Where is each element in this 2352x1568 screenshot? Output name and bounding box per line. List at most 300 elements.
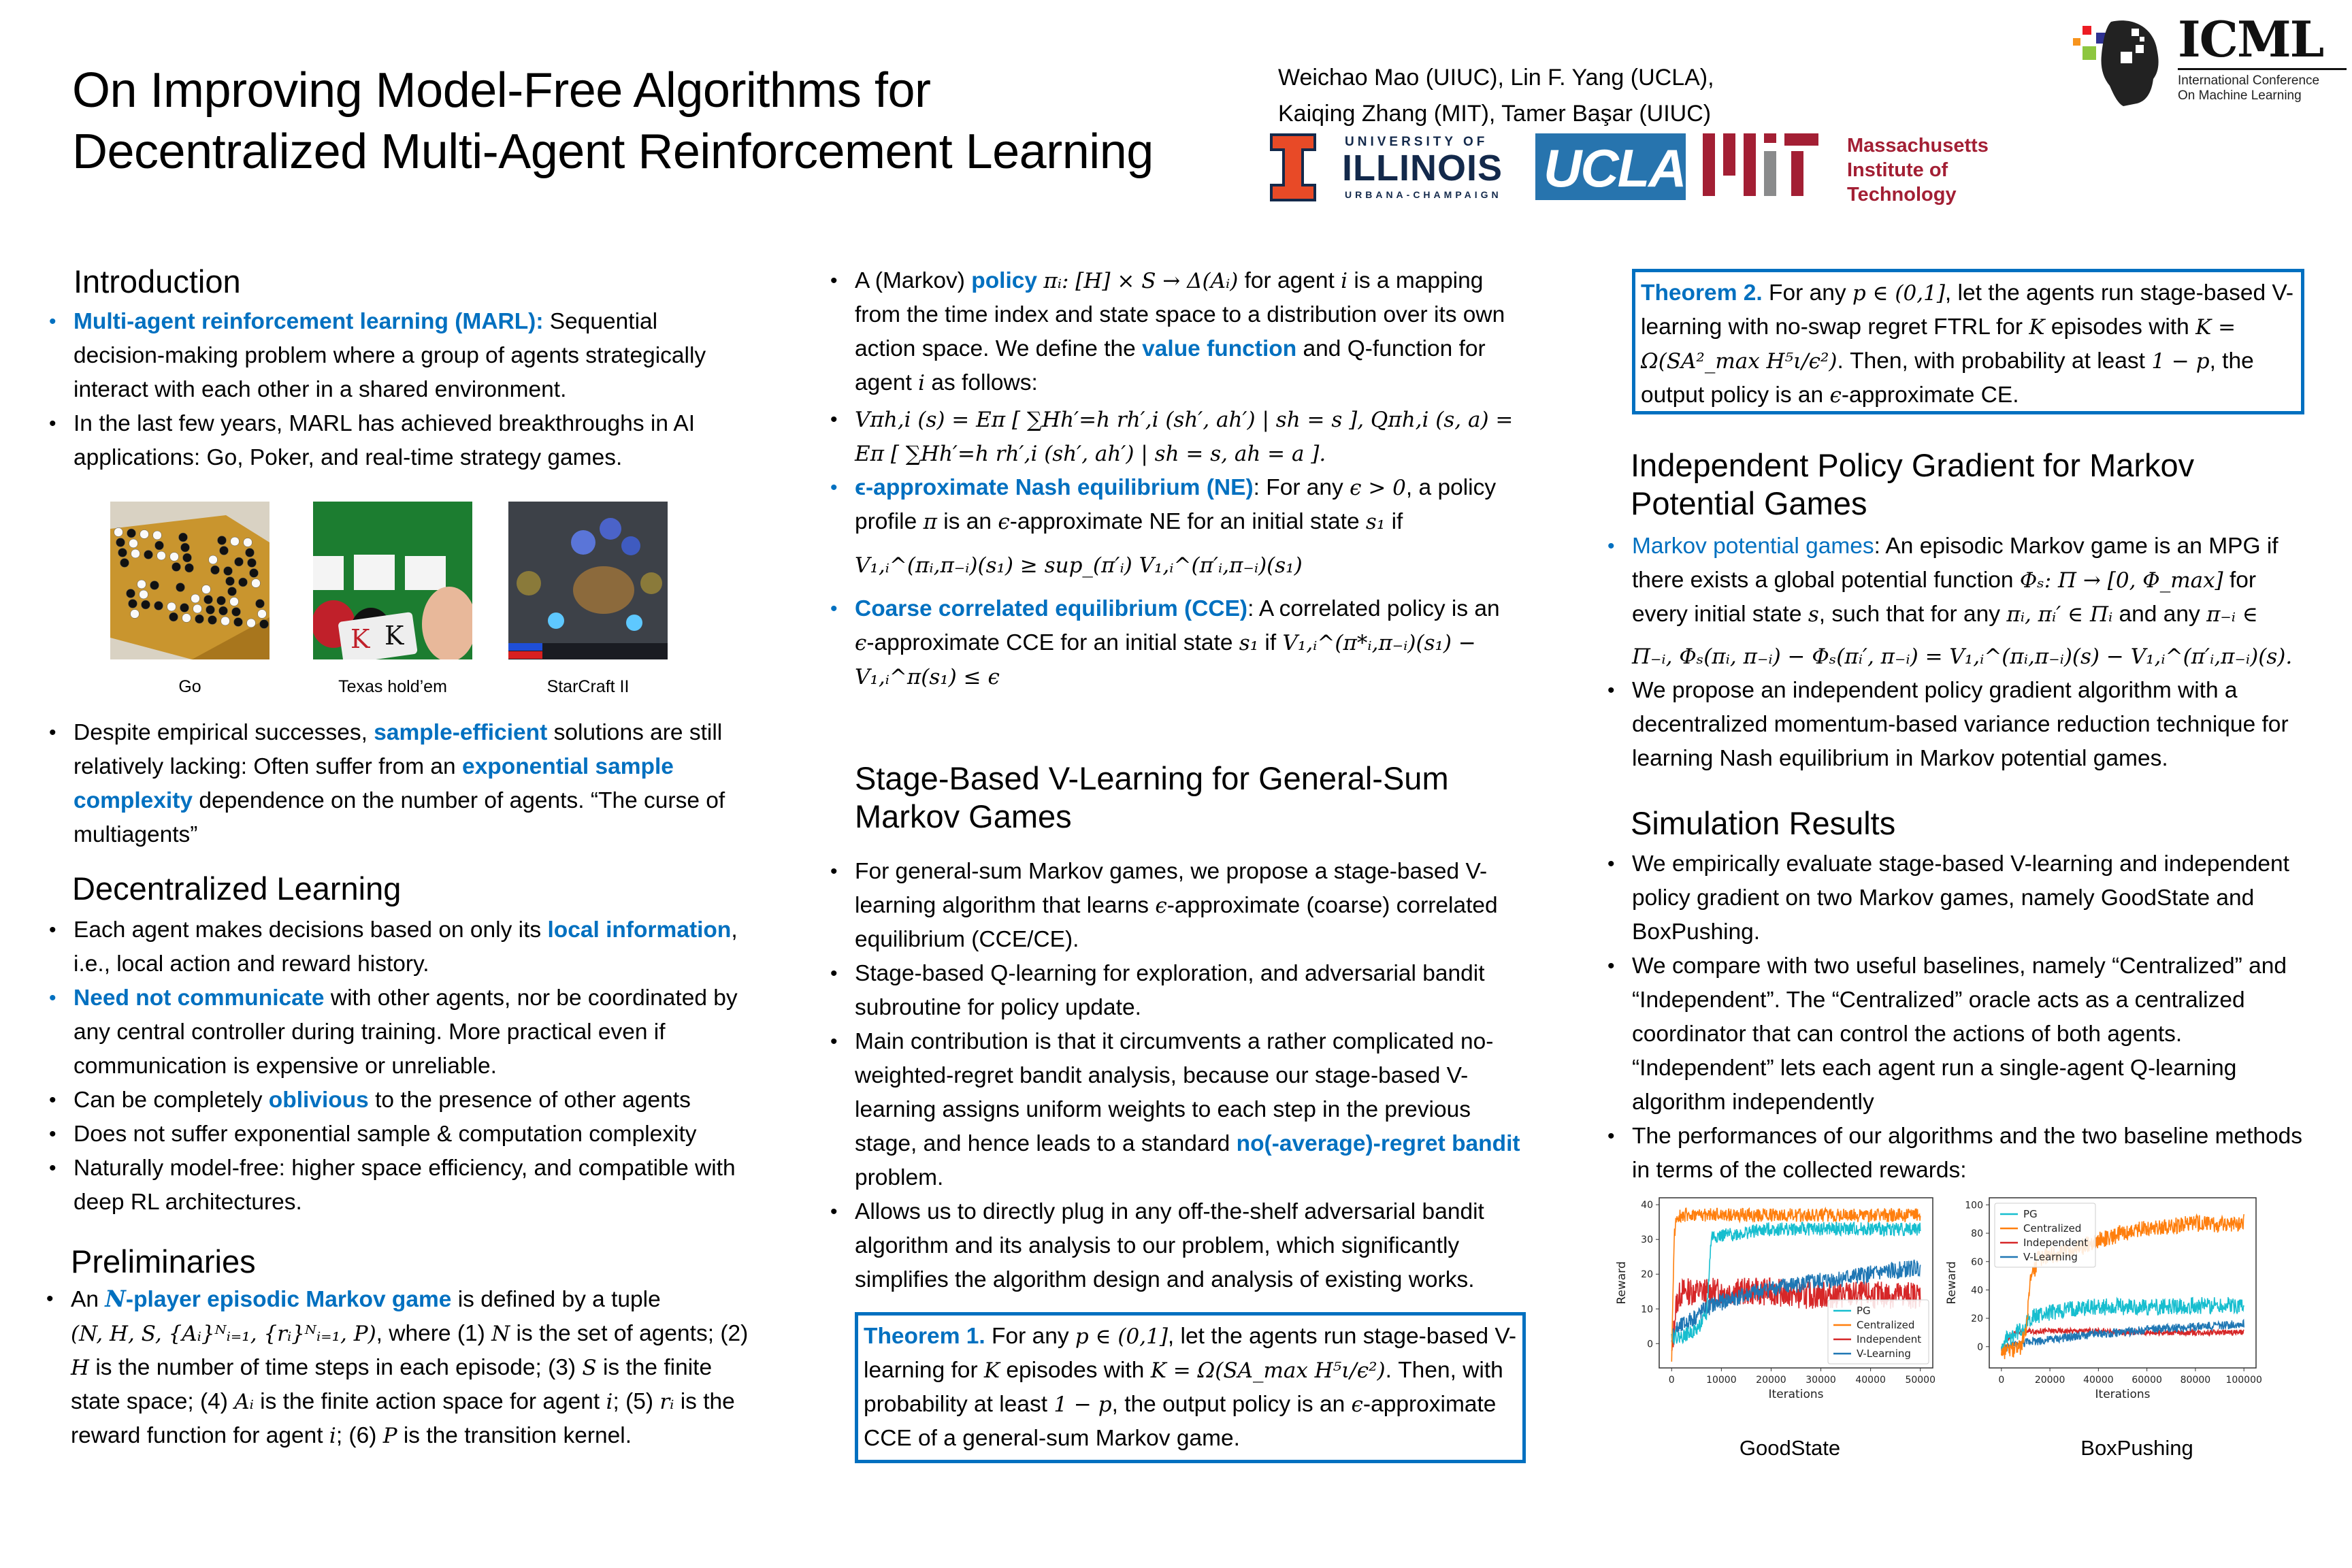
text-span: problem. xyxy=(855,1165,944,1190)
illinois-main-text: ILLINOIS xyxy=(1342,148,1503,189)
math-i: i xyxy=(329,1424,336,1448)
ne-inequality: V₁,ᵢ^(πᵢ,π₋ᵢ)(s₁) ≥ sup_(π′ᵢ) V₁,ᵢ^(π′ᵢ,π₋ᵢ)(s₁) xyxy=(855,553,1303,578)
ipg-bullet-propose xyxy=(1607,674,2313,776)
text-span: ; (5) xyxy=(612,1389,660,1414)
x-axis-label: Iterations xyxy=(2095,1388,2151,1401)
breakthroughs-text: In the last few years, MARL has achieved breakthroughs in AI applications: Go, Poker, and real-time strategy games. xyxy=(74,411,696,470)
go-stone xyxy=(230,598,239,606)
x-tick-label: 0 xyxy=(1668,1375,1675,1386)
go-stone xyxy=(220,546,229,555)
go-stone xyxy=(252,579,261,588)
caption-texas-holdem: Texas hold’em xyxy=(338,677,447,696)
bullet-dot: • xyxy=(1607,955,1615,977)
stage-bullet-q-learning xyxy=(830,957,1522,1025)
math-i: i xyxy=(1341,269,1348,293)
math-policies: πᵢ, πᵢ′ ∈ Πᵢ xyxy=(2006,602,2113,627)
go-stone xyxy=(260,620,269,629)
text-span: is the finite state space; (4) xyxy=(71,1355,713,1414)
bullet-dot: • xyxy=(830,962,838,985)
exponential-complexity-highlight: exponential sample complexity xyxy=(74,754,674,813)
go-stone xyxy=(202,585,211,594)
text-span: , the output policy is an xyxy=(1111,1392,1352,1417)
text-span: We empirically evaluate stage-based V-learning and independent policy gradient on two Markov games, namely GoodState and BoxPushing. xyxy=(1632,851,2289,945)
go-stone xyxy=(114,528,123,537)
go-stone xyxy=(127,589,135,598)
theorem-1-label: Theorem 1. xyxy=(864,1324,985,1349)
text-span: We compare with two useful baselines, namely “Centralized” and “Independent”. The “Centralized” oracle acts as a centralized coordinator that can control the actions of both agents. “Independent” lets each agent run a single-agent Q-learning algorithm independently xyxy=(1632,953,2287,1115)
go-stone xyxy=(208,616,217,625)
go-stone xyxy=(129,539,138,548)
mit-bars-icon xyxy=(1703,133,1818,196)
bullet-dot: • xyxy=(49,919,56,941)
simulation-list xyxy=(1607,847,2313,1188)
go-stone xyxy=(239,578,248,587)
ucla-logo xyxy=(1535,133,1686,200)
go-stone xyxy=(127,529,136,538)
illinois-block-i-icon xyxy=(1270,133,1316,201)
mpg-equation: Π₋ᵢ, Φₛ(πᵢ, π₋ᵢ) − Φₛ(πᵢ′, π₋ᵢ) = V₁,ᵢ^(πᵢ,π₋ᵢ)(s) − V₁,ᵢ^(π′ᵢ,π₋ᵢ)(s). xyxy=(1632,644,2293,669)
text-span: ; (6) xyxy=(336,1423,383,1448)
legend-label: V-Learning xyxy=(1857,1348,1911,1360)
x-tick-label: 40000 xyxy=(1855,1375,1886,1386)
stage-based-list xyxy=(830,855,1522,1297)
simulation-heading: Simulation Results xyxy=(1631,805,1896,841)
x-tick-label: 30000 xyxy=(1806,1375,1836,1386)
text-span: for every initial state xyxy=(1632,568,2257,627)
text-span: -approximate CE. xyxy=(1841,382,2019,408)
y-tick-label: 10 xyxy=(1641,1304,1653,1316)
y-tick-label: 40 xyxy=(1641,1200,1653,1211)
text-span: and Q-function for agent xyxy=(855,336,1486,395)
local-information-highlight: local information xyxy=(547,917,732,943)
x-tick-label: 40000 xyxy=(2083,1375,2114,1386)
text-span: Does not suffer exponential sample & computation complexity xyxy=(74,1122,697,1147)
text-span: -approximate NE for an initial state xyxy=(1009,509,1366,534)
text-span: Despite empirical successes, xyxy=(74,720,374,745)
bullet-dot: • xyxy=(830,598,838,620)
math-pi: π xyxy=(923,510,937,534)
caption-go: Go xyxy=(178,677,201,696)
math-epsilon: ϵ xyxy=(998,510,1010,534)
ipg-bullet-mpg xyxy=(1607,529,2313,674)
legend-label: PG xyxy=(2023,1208,2038,1220)
caption-starcraft: StarCraft II xyxy=(546,677,630,696)
theorem-2-label: Theorem 2. xyxy=(1641,280,1763,306)
decentralized-heading: Decentralized Learning xyxy=(72,870,402,906)
text-span: For general-sum Markov games, we propose a stage-based V-learning algorithm that learns xyxy=(855,859,1488,918)
dec-bullet-local xyxy=(49,913,754,981)
bullet-dot: • xyxy=(46,1288,54,1310)
icml-head-icon xyxy=(2069,14,2164,109)
text-span: For any xyxy=(1762,280,1852,306)
math-i: i xyxy=(606,1390,613,1414)
math-epsilon: ϵ xyxy=(1351,1392,1363,1417)
math-potential-function: Φₛ: Π → [0, Φ_max] xyxy=(2019,568,2223,593)
go-stone xyxy=(157,551,166,560)
text-span: to the presence of other agents xyxy=(368,1088,691,1113)
x-tick-label: 50000 xyxy=(1905,1375,1936,1386)
policy-math: πᵢ: [H] × S → Δ(Aᵢ) xyxy=(1043,269,1239,293)
go-stone xyxy=(144,551,153,559)
stage-bullet-plug-in xyxy=(830,1195,1522,1297)
marl-text: Sequential decision-making problem where a group of agents strategically interact with each other in a shared environment. xyxy=(74,309,706,402)
go-stone xyxy=(118,549,127,557)
need-not-communicate-highlight: Need not communicate xyxy=(74,985,325,1011)
go-stone xyxy=(224,567,233,576)
marl-highlight: Multi-agent reinforcement learning (MARL): xyxy=(74,309,544,334)
bullet-dot: • xyxy=(830,1200,838,1223)
icml-main-text: ICML xyxy=(2178,10,2323,68)
text-span: Allows us to directly plug in any off-the-shelf adversarial bandit algorithm and its analysis to our problem, which significantly simplifies the algorithm design and analysis of existing works. xyxy=(855,1199,1484,1292)
illinois-bottom-text: URBANA-CHAMPAIGN xyxy=(1345,189,1502,200)
x-tick-label: 80000 xyxy=(2180,1375,2211,1386)
intro-bullet-marl xyxy=(49,305,754,407)
go-stone xyxy=(235,557,244,566)
text-span: : A correlated policy is an xyxy=(1247,596,1500,621)
text-span: is a mapping from the time index and state space to a distribution over its own action space. We define the xyxy=(855,268,1505,361)
go-stone xyxy=(209,555,218,564)
text-span: and any xyxy=(2112,602,2207,627)
y-tick-label: 20 xyxy=(1971,1313,1983,1325)
go-stone xyxy=(170,553,179,561)
math-s: S xyxy=(582,1356,597,1380)
text-span: solutions are still relatively lacking: Often suffer from an xyxy=(74,720,723,779)
prelim-bullet-markov-game xyxy=(46,1282,751,1453)
boxpushing-caption: BoxPushing xyxy=(2080,1436,2193,1460)
intro-list-2 xyxy=(49,716,747,852)
math-probability: 1 − p xyxy=(2151,349,2210,374)
y-tick-label: 30 xyxy=(1641,1235,1653,1246)
icml-sub-2: On Machine Learning xyxy=(2178,88,2302,103)
go-stone xyxy=(248,559,257,568)
no-regret-bandit-highlight: no(-average)-regret bandit xyxy=(1236,1131,1520,1156)
x-tick-label: 100000 xyxy=(2225,1375,2262,1386)
bullet-dot: • xyxy=(1607,1125,1615,1147)
value-equation-bullet xyxy=(830,403,1522,471)
y-tick-label: 100 xyxy=(1965,1200,1983,1211)
go-stone xyxy=(193,604,202,613)
go-stone xyxy=(185,564,194,572)
bullet-dot: • xyxy=(49,310,56,333)
go-stone xyxy=(179,533,188,542)
text-span: is the set of agents; (2) xyxy=(510,1321,749,1346)
svg-text:K: K xyxy=(350,624,370,654)
ipg-heading: Independent Policy Gradient for Markov Potential Games xyxy=(1631,447,2195,521)
go-stone xyxy=(131,549,140,558)
poster-title xyxy=(72,60,1154,182)
go-stone xyxy=(231,537,240,546)
text-span: -approximate CCE for an initial state xyxy=(866,630,1239,655)
markov-game-highlight: -player episodic Markov game xyxy=(125,1287,452,1312)
text-span: for agent xyxy=(1238,268,1341,293)
x-tick-label: 60000 xyxy=(2132,1375,2162,1386)
y-axis-label: Reward xyxy=(1945,1261,1959,1305)
preliminaries-heading: Preliminaries xyxy=(71,1243,256,1279)
math-k: K xyxy=(2029,315,2045,340)
title-line-2: Decentralized Multi-Agent Reinforcement Learning xyxy=(72,125,1154,179)
text-span: episodes with xyxy=(1000,1358,1151,1383)
decentralized-list xyxy=(49,913,754,1220)
go-stone xyxy=(137,580,146,589)
bullet-dot: • xyxy=(1607,853,1615,875)
go-stone xyxy=(228,587,237,596)
text-span: Naturally model-free: higher space efficiency, and compatible with deep RL architectures. xyxy=(74,1156,736,1215)
bullet-dot: • xyxy=(830,860,838,883)
text-span: Stage-based Q-learning for exploration, and adversarial bandit subroutine for policy update. xyxy=(855,961,1485,1020)
dec-bullet-model-free xyxy=(49,1152,754,1220)
math-sample-bound: K = Ω(SA²_max H⁵ι/ϵ²) xyxy=(1641,315,2236,374)
bullet-dot: • xyxy=(1607,535,1615,557)
go-stone xyxy=(167,602,176,611)
math-epsilon: ϵ > 0 xyxy=(1350,476,1406,500)
go-stone xyxy=(244,538,252,547)
text-span: , let the agents run stage-based V-learning with no-swap regret FTRL for xyxy=(1641,280,2294,340)
y-tick-label: 0 xyxy=(1977,1341,1983,1353)
text-span: , i.e., local action and reward history. xyxy=(74,917,738,977)
legend-label: Independent xyxy=(1857,1333,1922,1345)
dec-bullet-oblivious xyxy=(49,1083,754,1117)
value-equation-line-1: Vπh,i (s) = Eπ [ ∑Hh′=h rh′,i (sh′, ah′) | sh = s ], Qπh,i (s, a) = xyxy=(855,408,1514,432)
tuple-math: (N, H, S, {Aᵢ}ᴺᵢ₌₁, {rᵢ}ᴺᵢ₌₁, P) xyxy=(71,1322,376,1346)
go-stone xyxy=(247,619,256,627)
dec-bullet-communicate xyxy=(49,981,754,1083)
legend-label: Independent xyxy=(2023,1237,2089,1249)
go-stone xyxy=(204,595,213,604)
bullet-dot: • xyxy=(49,1157,56,1179)
go-board-icon xyxy=(110,502,270,659)
go-stone xyxy=(234,618,243,627)
math-ri: rᵢ xyxy=(659,1390,674,1414)
text-span: , let the agents run stage-based V-learning for xyxy=(864,1324,1517,1383)
go-stone xyxy=(256,600,265,608)
go-stone xyxy=(176,583,185,592)
boxpushing-chart xyxy=(1943,1190,2263,1414)
mit-line-2: Institute of xyxy=(1847,159,1948,181)
bullet-dot: • xyxy=(49,987,56,1009)
text-span: , such that for any xyxy=(1818,602,2007,627)
go-stone xyxy=(258,610,267,619)
go-stone xyxy=(140,590,148,599)
go-stone xyxy=(217,596,226,605)
go-board-image xyxy=(110,502,270,659)
go-stone xyxy=(120,559,129,568)
go-stone xyxy=(181,543,190,552)
x-tick-label: 0 xyxy=(1998,1375,2005,1386)
go-stone xyxy=(246,549,255,557)
math-n: N xyxy=(491,1322,510,1346)
sim-bullet-baselines xyxy=(1607,949,2313,1120)
y-tick-label: 0 xyxy=(1647,1339,1653,1350)
text-span: , a policy profile xyxy=(855,475,1497,534)
go-stone xyxy=(131,610,140,619)
go-stone xyxy=(250,569,259,578)
intro-bullet-breakthroughs xyxy=(49,407,754,475)
math-k: K xyxy=(983,1358,1000,1383)
illinois-top-text: UNIVERSITY OF xyxy=(1345,135,1488,149)
svg-text:K: K xyxy=(385,621,404,651)
goodstate-caption: GoodState xyxy=(1739,1436,1841,1460)
text-span: We propose an independent policy gradient algorithm with a decentralized momentum-based variance reduction technique for learning Nash equilibrium in Markov potential games. xyxy=(1632,678,2289,771)
starcraft-image xyxy=(508,502,668,659)
go-stone xyxy=(154,602,163,610)
icml-logo xyxy=(2069,10,2349,109)
goodstate-chart xyxy=(1613,1190,1940,1414)
text-span: -approximate (coarse) correlated equilibrium (CCE/CE). xyxy=(855,893,1498,952)
sim-bullet-performance xyxy=(1607,1120,2313,1188)
math-s: s xyxy=(1808,602,1819,627)
authors-line-2: Kaiqing Zhang (MIT), Tamer Başar (UIUC) xyxy=(1278,101,1712,127)
bullet-dot: • xyxy=(830,1030,838,1053)
math-i: i xyxy=(918,371,926,395)
y-axis-label: Reward xyxy=(1615,1261,1629,1305)
go-stone xyxy=(142,600,150,609)
text-span: is the finite action space for agent xyxy=(253,1389,606,1414)
go-stone xyxy=(183,553,192,562)
math-s1: s₁ xyxy=(1239,631,1259,655)
mit-line-1: Massachusetts xyxy=(1847,135,1989,157)
legend-label: Centralized xyxy=(1857,1319,1915,1331)
intro-bullet-sample-efficient xyxy=(49,716,747,852)
text-span: if xyxy=(1258,630,1283,655)
text-span: if xyxy=(1385,509,1403,534)
text-span: is defined by a tuple xyxy=(451,1287,661,1312)
math-ai: Aᵢ xyxy=(234,1390,254,1414)
sample-efficient-highlight: sample-efficient xyxy=(374,720,548,745)
cce-inequality-part-1: V₁,ᵢ^(π*ᵢ,π₋ᵢ)(s₁) − xyxy=(1282,631,1476,655)
text-span: Each agent makes decisions based on only its xyxy=(74,917,548,943)
dec-bullet-complexity xyxy=(49,1117,754,1152)
go-stone xyxy=(232,608,241,617)
text-span: : For any xyxy=(1253,475,1350,500)
math-epsilon: ϵ xyxy=(1155,894,1167,918)
text-span: episodes with xyxy=(2044,314,2196,340)
math-probability: 1 − p xyxy=(1054,1392,1112,1417)
text-span: A (Markov) xyxy=(855,268,972,293)
ne-bullet xyxy=(830,471,1522,583)
text-span: with other agents, nor be coordinated by any central controller during training. More practical even if communication is expensive or unreliable. xyxy=(74,985,738,1079)
author-list xyxy=(1278,60,1714,132)
math-pi-minus-i: π₋ᵢ ∈ xyxy=(2206,602,2258,627)
go-stone xyxy=(150,581,159,590)
go-stone xyxy=(218,536,227,545)
text-span: An xyxy=(71,1287,105,1312)
legend-label: Centralized xyxy=(2023,1222,2082,1235)
cce-inequality-part-2: V₁,ᵢ^π(s₁) ≤ ϵ xyxy=(855,665,1000,689)
bullet-dot: • xyxy=(49,721,56,744)
math-sample-bound: K = Ω(SA_max H⁵ι/ϵ²) xyxy=(1150,1358,1386,1383)
bullet-dot: • xyxy=(830,408,838,431)
math-p: P xyxy=(382,1424,397,1448)
bullet-dot: • xyxy=(1607,679,1615,702)
text-span: is an xyxy=(936,509,998,534)
n-symbol-highlight: N xyxy=(105,1286,126,1312)
mit-line-3: Technology xyxy=(1847,184,1957,206)
math-s1: s₁ xyxy=(1365,510,1386,534)
text-span: as follows: xyxy=(925,370,1038,395)
stage-bullet-propose xyxy=(830,855,1522,957)
go-stone xyxy=(226,577,235,586)
go-stone xyxy=(129,600,137,608)
starcraft-scene-icon xyxy=(508,502,668,659)
legend-label: V-Learning xyxy=(2023,1251,2078,1263)
x-tick-label: 20000 xyxy=(1756,1375,1786,1386)
text-span: dependence on the number of agents. “The curse of multiagents” xyxy=(74,788,725,847)
policy-highlight: policy xyxy=(971,268,1038,293)
nash-equilibrium-highlight: ϵ-approximate Nash equilibrium (NE) xyxy=(855,475,1254,500)
theorem-1-box xyxy=(855,1312,1526,1463)
policy-bullet xyxy=(830,264,1522,400)
icml-divider xyxy=(2178,68,2347,70)
go-stone xyxy=(195,615,204,623)
markov-potential-games-highlight: Markov potential games xyxy=(1632,534,1874,559)
go-stone xyxy=(153,531,162,540)
go-stone xyxy=(155,541,164,550)
title-line-1: On Improving Model-Free Algorithms for xyxy=(72,63,931,118)
math-h: H xyxy=(71,1356,90,1380)
go-stone xyxy=(116,538,125,547)
bullet-dot: • xyxy=(49,1089,56,1111)
value-function-highlight: value function xyxy=(1142,336,1297,361)
go-stone xyxy=(211,566,220,574)
cce-bullet xyxy=(830,592,1522,694)
sim-bullet-evaluate xyxy=(1607,847,2313,949)
policy-list xyxy=(830,264,1522,694)
y-tick-label: 60 xyxy=(1971,1256,1983,1268)
go-stone xyxy=(206,606,215,615)
text-span: : An episodic Markov game is an MPG if there exists a global potential function xyxy=(1632,534,2278,593)
math-epsilon: ϵ xyxy=(855,631,867,655)
legend-label: PG xyxy=(1857,1305,1871,1317)
ipg-list xyxy=(1607,529,2313,776)
y-tick-label: 20 xyxy=(1641,1269,1653,1281)
text-span: is the reward function for agent xyxy=(71,1389,735,1448)
text-span: . Then, with probability at least xyxy=(864,1358,1503,1417)
y-tick-label: 80 xyxy=(1971,1228,1983,1240)
cce-highlight: Coarse correlated equilibrium (CCE) xyxy=(855,596,1248,621)
bullet-dot: • xyxy=(49,1123,56,1145)
go-stone xyxy=(172,563,181,572)
intro-list xyxy=(49,305,754,475)
bullet-dot: • xyxy=(49,412,56,435)
text-span: -approximate CCE of a general-sum Markov game. xyxy=(864,1392,1497,1451)
stage-based-heading: Stage-Based V-Learning for General-Sum Markov Games xyxy=(855,760,1449,834)
x-tick-label: 10000 xyxy=(1706,1375,1737,1386)
go-stone xyxy=(140,530,149,539)
text-span: . Then, with probability at least xyxy=(1837,348,2152,374)
math-p-range: p ∈ (0,1] xyxy=(1075,1324,1168,1349)
mit-logo xyxy=(1703,133,2016,206)
text-span: is the number of time steps in each episode; (3) xyxy=(89,1355,583,1380)
go-stone xyxy=(182,614,191,623)
icml-sub-1: International Conference xyxy=(2178,74,2320,88)
text-span: Main contribution is that it circumvents a rather complicated no-weighted-regret bandit analysis, because our stage-based V-learning assigns uniform weights to each step in the previous stage, and hence leads to a standard xyxy=(855,1029,1494,1156)
text-span: The performances of our algorithms and the two baseline methods in terms of the collected rewards: xyxy=(1632,1124,2303,1183)
stage-bullet-contribution xyxy=(830,1025,1522,1195)
poker-image xyxy=(313,502,472,659)
math-p-range: p ∈ (0,1] xyxy=(1852,281,1945,306)
text-span: Can be completely xyxy=(74,1088,269,1113)
go-stone xyxy=(219,606,228,615)
x-tick-label: 20000 xyxy=(2034,1375,2065,1386)
go-stone xyxy=(169,612,178,621)
intro-heading: Introduction xyxy=(74,263,241,299)
text-span: For any xyxy=(985,1324,1075,1349)
text-span: , the output policy is an xyxy=(1641,348,2254,408)
text-span: is the transition kernel. xyxy=(397,1423,632,1448)
poker-cards-icon xyxy=(313,502,472,659)
x-axis-label: Iterations xyxy=(1768,1388,1824,1401)
go-stone xyxy=(180,604,189,612)
